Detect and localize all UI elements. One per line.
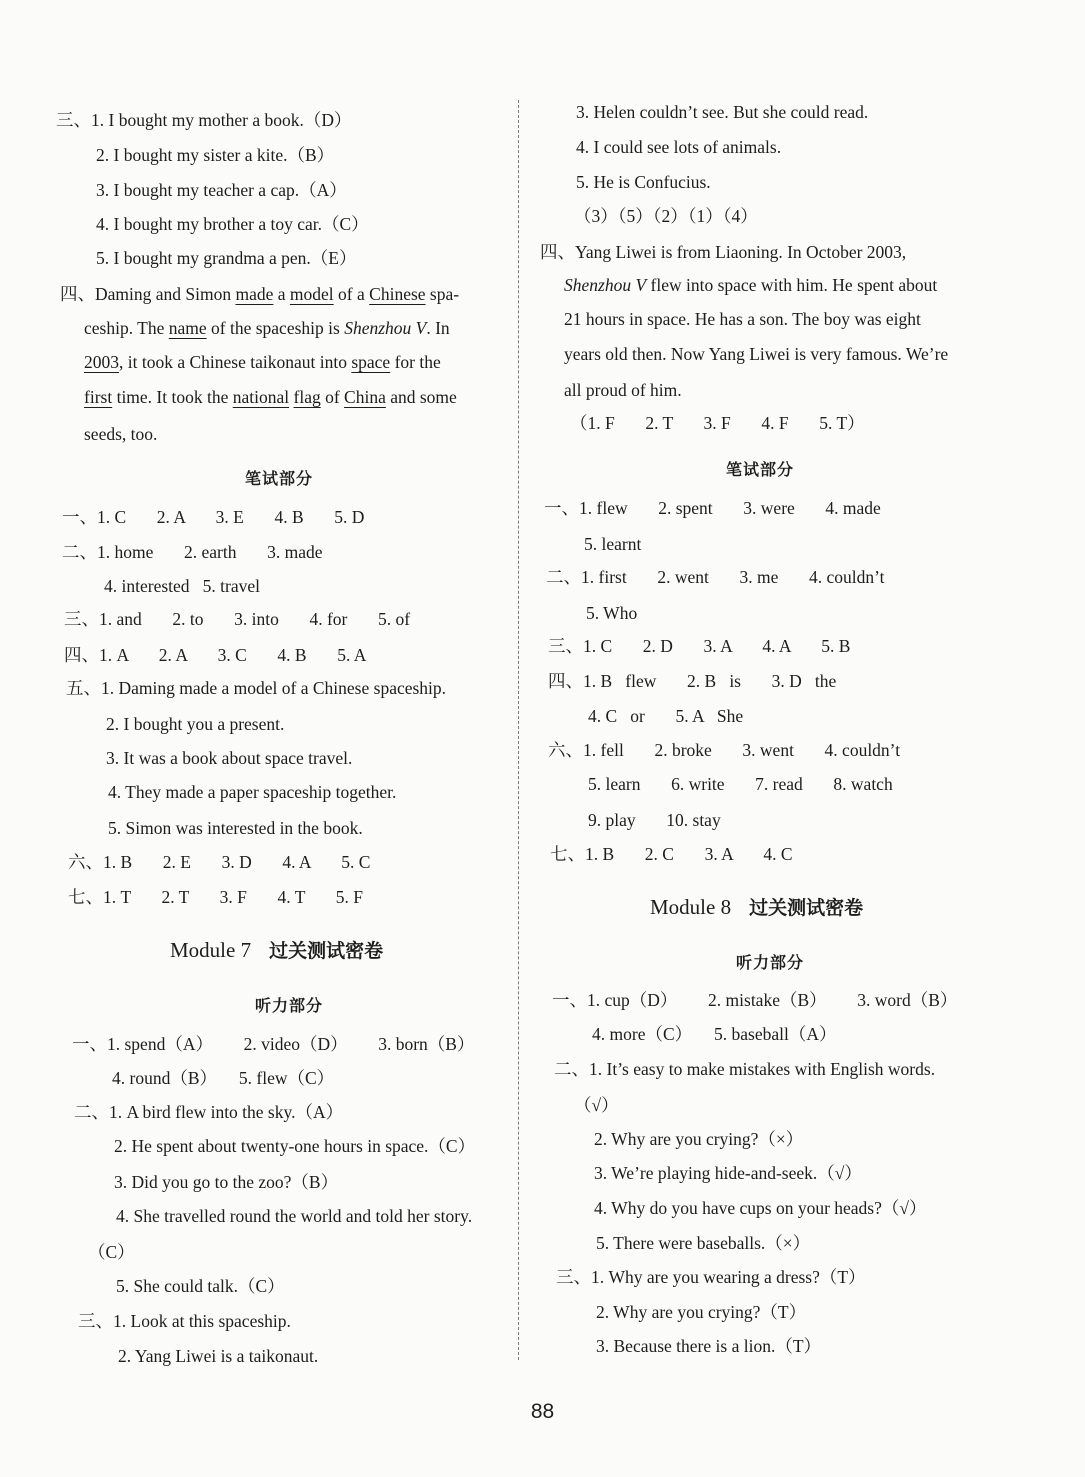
left-written-line-1: 一、1. C 2. A 3. E 4. B 5. D [62, 507, 365, 527]
module7-title [170, 936, 383, 963]
text: , it took a Chinese taikonaut into [119, 352, 352, 372]
left-s4-line-5: seeds, too. [84, 424, 158, 444]
m8-line-3: 二、1. It’s easy to make mistakes with English words. [554, 1059, 936, 1079]
text: of a [333, 284, 370, 304]
blank-answer: national [232, 387, 290, 407]
left-s3-item-2: 2. I bought my sister a kite.（B） [96, 145, 335, 165]
m8-line-10: 2. Why are you crying?（T） [596, 1302, 807, 1322]
text: a [273, 284, 290, 304]
spaceship-name: Shenzhou V [564, 275, 647, 295]
m7-line-7: （C） [88, 1242, 135, 1262]
left-written-line-12: 七、1. T 2. T 3. F 4. T 5. F [68, 887, 363, 907]
text: 四、Daming and Simon [60, 284, 236, 304]
module-subtitle: 过关测试密卷 [269, 940, 384, 962]
m8-line-8: 5. There were baseballs.（×） [596, 1233, 811, 1253]
right-written-line-6: 四、1. B flew 2. B is 3. D the [548, 671, 837, 691]
right-written-line-7: 4. C or 5. A She [588, 706, 744, 726]
blank-answer: made [235, 284, 274, 304]
left-written-heading: 笔试部分 [245, 469, 314, 488]
left-written-line-6: 五、1. Daming made a model of a Chinese spaceship. [66, 678, 447, 698]
text: ceship. The [84, 318, 169, 338]
left-listening-heading: 听力部分 [255, 996, 324, 1015]
module-name: Module 8 [650, 895, 732, 919]
module-subtitle: 过关测试密卷 [749, 897, 864, 919]
left-s4-line-3 [84, 350, 441, 374]
right-s4-line-2 [564, 273, 937, 297]
left-written-line-5: 四、1. A 2. A 3. C 4. B 5. A [64, 645, 367, 665]
blank-answer: China [344, 387, 386, 407]
right-written-line-10: 9. play 10. stay [588, 810, 721, 830]
m8-line-6: 3. We’re playing hide-and-seek.（√） [594, 1163, 862, 1183]
m8-line-1: 一、1. cup（D） 2. mistake（B） 3. word（B） [552, 990, 958, 1010]
right-written-heading: 笔试部分 [726, 460, 795, 479]
blank-answer: flag [293, 387, 321, 407]
m8-line-9: 三、1. Why are you wearing a dress?（T） [556, 1267, 866, 1287]
m7-line-5: 3. Did you go to the zoo?（B） [114, 1172, 339, 1192]
right-s4-line-1: 四、Yang Liwei is from Liaoning. In October 2003, [540, 242, 907, 262]
text: and some [385, 387, 457, 407]
left-s3-item-1: 三、1. I bought my mother a book.（D） [56, 110, 352, 130]
text: . In [426, 318, 450, 338]
right-top-line-4: （3）（5）（2）（1）（4） [574, 206, 758, 226]
right-written-line-8: 六、1. fell 2. broke 3. went 4. couldn’t [548, 740, 901, 760]
left-s4-line-4 [84, 385, 457, 409]
m8-line-2: 4. more（C） 5. baseball（A） [592, 1024, 837, 1044]
right-s4-line-5: all proud of him. [564, 380, 682, 400]
left-written-line-4: 三、1. and 2. to 3. into 4. for 5. of [64, 609, 411, 629]
right-written-line-11: 七、1. B 2. C 3. A 4. C [550, 844, 793, 864]
right-written-line-2: 5. learnt [584, 534, 642, 554]
text: of [320, 387, 345, 407]
right-top-line-2: 4. I could see lots of animals. [576, 137, 782, 157]
left-s3-item-3: 3. I bought my teacher a cap.（A） [96, 180, 347, 200]
m7-line-3: 二、1. A bird flew into the sky.（A） [74, 1102, 344, 1122]
left-written-line-2: 二、1. home 2. earth 3. made [62, 542, 323, 562]
blank-answer: 2003 [84, 352, 119, 372]
left-written-line-3: 4. interested 5. travel [104, 576, 260, 596]
module8-title [650, 893, 863, 920]
text: of the spaceship is [206, 318, 345, 338]
m7-line-2: 4. round（B） 5. flew（C） [112, 1068, 335, 1088]
m8-line-5: 2. Why are you crying?（×） [594, 1129, 804, 1149]
blank-answer: model [289, 284, 334, 304]
right-s4-line-3: 21 hours in space. He has a son. The boy was eight [564, 309, 921, 329]
text: flew into space with him. He spent about [646, 275, 938, 295]
m7-line-6: 4. She travelled round the world and told her story. [116, 1206, 473, 1226]
blank-answer: name [168, 318, 207, 338]
right-written-line-9: 5. learn 6. write 7. read 8. watch [588, 774, 893, 794]
right-written-line-5: 三、1. C 2. D 3. A 4. A 5. B [548, 636, 851, 656]
left-s4-line-1 [60, 282, 459, 306]
m8-line-7: 4. Why do you have cups on your heads?（√） [594, 1198, 927, 1218]
left-s4-line-2 [84, 316, 450, 340]
left-written-line-7: 2. I bought you a present. [106, 714, 285, 734]
left-written-line-10: 5. Simon was interested in the book. [108, 818, 363, 838]
column-divider [518, 100, 519, 1360]
m8-line-4: （√） [574, 1095, 619, 1115]
right-top-line-3: 5. He is Confucius. [576, 172, 711, 192]
right-written-line-1: 一、1. flew 2. spent 3. were 4. made [544, 498, 881, 518]
blank-answer: first [84, 387, 113, 407]
blank-answer: space [351, 352, 391, 372]
m7-line-9: 三、1. Look at this spaceship. [78, 1311, 291, 1331]
text: for the [390, 352, 441, 372]
text: spa- [425, 284, 460, 304]
page-number: 88 [530, 1400, 555, 1423]
m7-line-1: 一、1. spend（A） 2. video（D） 3. born（B） [72, 1034, 475, 1054]
right-written-line-3: 二、1. first 2. went 3. me 4. couldn’t [546, 567, 885, 587]
m7-line-10: 2. Yang Liwei is a taikonaut. [118, 1346, 319, 1366]
spaceship-name: Shenzhou V [344, 318, 427, 338]
module-name: Module 7 [170, 938, 252, 962]
right-listening-heading: 听力部分 [736, 953, 805, 972]
left-written-line-9: 4. They made a paper spaceship together. [108, 782, 397, 802]
m7-line-4: 2. He spent about twenty-one hours in space.（C） [114, 1136, 476, 1156]
m7-line-8: 5. She could talk.（C） [116, 1276, 285, 1296]
left-s3-item-4: 4. I bought my brother a toy car.（C） [96, 214, 369, 234]
right-written-line-4: 5. Who [586, 603, 638, 623]
text: time. It took the [112, 387, 233, 407]
right-top-line-1: 3. Helen couldn’t see. But she could read. [576, 102, 869, 122]
right-s4-line-4: years old then. Now Yang Liwei is very famous. We’re [564, 344, 949, 364]
left-s3-item-5: 5. I bought my grandma a pen.（E） [96, 248, 357, 268]
right-s4-line-6: （1. F 2. T 3. F 4. F 5. T） [570, 413, 865, 433]
m8-line-11: 3. Because there is a lion.（T） [596, 1336, 822, 1356]
left-written-line-8: 3. It was a book about space travel. [106, 748, 353, 768]
blank-answer: Chinese [369, 284, 426, 304]
left-written-line-11: 六、1. B 2. E 3. D 4. A 5. C [68, 852, 371, 872]
